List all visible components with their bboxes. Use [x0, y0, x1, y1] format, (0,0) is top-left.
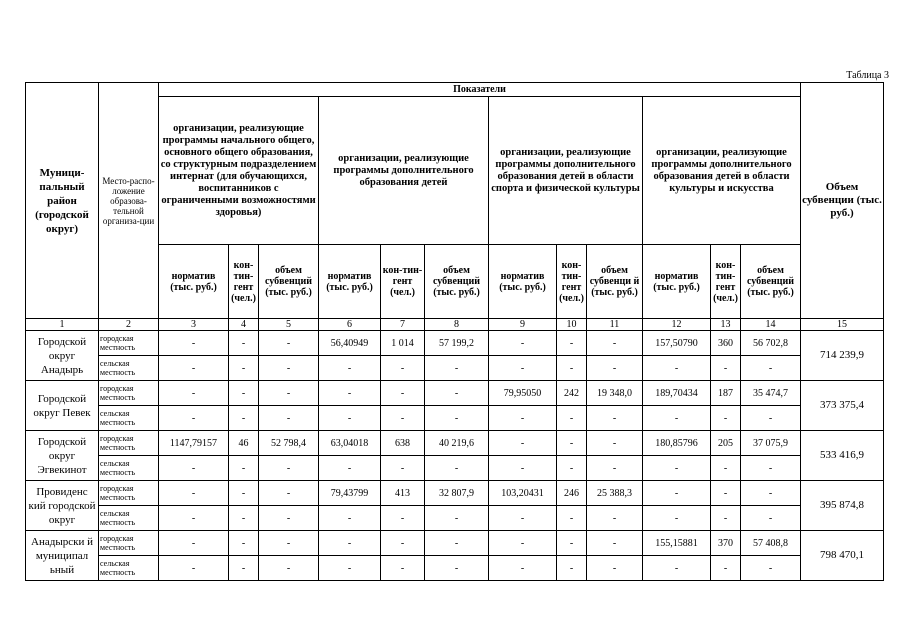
value-cell: 246 [557, 481, 587, 506]
value-cell: - [711, 356, 741, 381]
value-cell: - [319, 381, 381, 406]
value-cell: - [229, 406, 259, 431]
column-numbers-row [26, 319, 884, 331]
table-row [26, 431, 884, 456]
value-cell: - [381, 406, 425, 431]
value-cell: - [425, 406, 489, 431]
location-type: городская местность [99, 331, 159, 356]
column-number: 2 [99, 319, 159, 331]
value-cell: - [489, 331, 557, 356]
value-cell: - [557, 506, 587, 531]
value-cell: - [259, 481, 319, 506]
value-cell: - [229, 531, 259, 556]
value-cell: - [741, 506, 801, 531]
value-cell: - [489, 406, 557, 431]
value-cell: - [381, 556, 425, 581]
value-cell: - [319, 556, 381, 581]
value-cell: 46 [229, 431, 259, 456]
value-cell: - [159, 506, 229, 531]
value-cell: 360 [711, 331, 741, 356]
value-cell: 242 [557, 381, 587, 406]
value-cell: - [425, 506, 489, 531]
value-cell: - [259, 531, 319, 556]
value-cell: - [319, 531, 381, 556]
subheader-norm: норматив (тыс. руб.) [159, 245, 229, 319]
value-cell: - [259, 356, 319, 381]
column-number: 3 [159, 319, 229, 331]
header-group-culture: организации, реализующие программы дополнительного образования детей в области культуры и искусства [643, 97, 801, 245]
value-cell: - [643, 481, 711, 506]
value-cell: 205 [711, 431, 741, 456]
header-group-sport: организации, реализующие программы дополнительного образования детей в области спорта и физической культуры [489, 97, 643, 245]
value-cell: 155,15881 [643, 531, 711, 556]
value-cell: - [587, 331, 643, 356]
value-cell: - [319, 406, 381, 431]
value-cell: 19 348,0 [587, 381, 643, 406]
subvention-total: 798 470,1 [801, 531, 884, 581]
table-caption: Таблица 3 [846, 70, 889, 81]
value-cell: 180,85796 [643, 431, 711, 456]
location-type: городская местность [99, 381, 159, 406]
value-cell: - [159, 556, 229, 581]
value-cell: - [229, 381, 259, 406]
value-cell: - [229, 356, 259, 381]
subheader-norm: норматив (тыс. руб.) [489, 245, 557, 319]
column-number: 15 [801, 319, 884, 331]
value-cell: - [229, 506, 259, 531]
value-cell: - [587, 406, 643, 431]
value-cell: - [229, 331, 259, 356]
value-cell: 52 798,4 [259, 431, 319, 456]
table-row [26, 556, 884, 581]
subheader-volume: объем субвенций (тыс. руб.) [741, 245, 801, 319]
value-cell: - [741, 356, 801, 381]
value-cell: - [425, 556, 489, 581]
value-cell: - [557, 356, 587, 381]
value-cell: - [741, 481, 801, 506]
value-cell: 63,04018 [319, 431, 381, 456]
value-cell: 40 219,6 [425, 431, 489, 456]
value-cell: - [489, 556, 557, 581]
value-cell: - [587, 506, 643, 531]
header-indicators: Показатели [159, 83, 801, 97]
value-cell: - [587, 356, 643, 381]
location-type: сельская местность [99, 356, 159, 381]
value-cell: 157,50790 [643, 331, 711, 356]
location-type: сельская местность [99, 406, 159, 431]
value-cell: - [425, 531, 489, 556]
header-municipality: Муници-пальный район (городской округ) [26, 83, 99, 319]
value-cell: - [711, 456, 741, 481]
table-row [26, 356, 884, 381]
location-type: городская местность [99, 481, 159, 506]
subvention-total: 714 239,9 [801, 331, 884, 381]
value-cell: - [381, 456, 425, 481]
value-cell: - [557, 531, 587, 556]
value-cell: - [643, 356, 711, 381]
value-cell: - [489, 356, 557, 381]
table-row [26, 456, 884, 481]
value-cell: - [741, 556, 801, 581]
column-number: 4 [229, 319, 259, 331]
value-cell: - [159, 356, 229, 381]
value-cell: 57 199,2 [425, 331, 489, 356]
subheader-volume: объем субвенци й (тыс. руб.) [587, 245, 643, 319]
value-cell: 189,70434 [643, 381, 711, 406]
location-type: сельская местность [99, 556, 159, 581]
value-cell: - [587, 556, 643, 581]
value-cell: 638 [381, 431, 425, 456]
value-cell: - [159, 331, 229, 356]
location-type: городская местность [99, 431, 159, 456]
value-cell: 1147,79157 [159, 431, 229, 456]
column-number: 8 [425, 319, 489, 331]
value-cell: - [643, 406, 711, 431]
value-cell: - [425, 356, 489, 381]
subheader-norm: норматив (тыс. руб.) [319, 245, 381, 319]
value-cell: - [159, 406, 229, 431]
value-cell: - [259, 456, 319, 481]
column-number: 12 [643, 319, 711, 331]
subvention-total: 373 375,4 [801, 381, 884, 431]
value-cell: - [587, 456, 643, 481]
table-row [26, 506, 884, 531]
value-cell: - [643, 506, 711, 531]
value-cell: - [489, 506, 557, 531]
value-cell: - [229, 481, 259, 506]
value-cell: 370 [711, 531, 741, 556]
value-cell: - [643, 456, 711, 481]
value-cell: 1 014 [381, 331, 425, 356]
value-cell: - [425, 381, 489, 406]
value-cell: - [643, 556, 711, 581]
column-number: 11 [587, 319, 643, 331]
district-name: Городской округ Анадырь [26, 331, 99, 381]
subheader-volume: объем субвенций (тыс. руб.) [425, 245, 489, 319]
value-cell: 103,20431 [489, 481, 557, 506]
table-row [26, 406, 884, 431]
subheader-volume: объем субвенций (тыс. руб.) [259, 245, 319, 319]
value-cell: - [381, 381, 425, 406]
value-cell: - [229, 556, 259, 581]
value-cell: - [259, 506, 319, 531]
value-cell: 413 [381, 481, 425, 506]
column-number: 1 [26, 319, 99, 331]
table-row [26, 381, 884, 406]
value-cell: 25 388,3 [587, 481, 643, 506]
value-cell: - [557, 556, 587, 581]
value-cell: - [711, 556, 741, 581]
header-group-general: организации, реализующие программы начального общего, основного общего образования, со структурным подразделением интернат (для обучающихся, воспитанников с ограниченными возможностями здоровья) [159, 97, 319, 245]
value-cell: - [489, 456, 557, 481]
subheader-contingent: кон-тин-гент (чел.) [557, 245, 587, 319]
value-cell: 32 807,9 [425, 481, 489, 506]
location-type: сельская местность [99, 506, 159, 531]
value-cell: - [159, 381, 229, 406]
value-cell: - [229, 456, 259, 481]
table-row [26, 481, 884, 506]
value-cell: - [259, 406, 319, 431]
value-cell: - [711, 506, 741, 531]
value-cell: - [741, 406, 801, 431]
value-cell: - [711, 481, 741, 506]
value-cell: - [489, 431, 557, 456]
value-cell: 57 408,8 [741, 531, 801, 556]
value-cell: - [557, 331, 587, 356]
district-name: Анадырски й муниципал ьный [26, 531, 99, 581]
value-cell: - [159, 481, 229, 506]
value-cell: - [159, 456, 229, 481]
value-cell: - [489, 531, 557, 556]
location-type: сельская местность [99, 456, 159, 481]
header-location: Место-распо-ложение образова-тельной организа-ции [99, 83, 159, 319]
column-number: 6 [319, 319, 381, 331]
district-name: Провиденс кий городской округ [26, 481, 99, 531]
value-cell: - [319, 356, 381, 381]
value-cell: - [557, 456, 587, 481]
subvention-total: 533 416,9 [801, 431, 884, 481]
table-row [26, 331, 884, 356]
value-cell: 37 075,9 [741, 431, 801, 456]
value-cell: 56,40949 [319, 331, 381, 356]
table-row [26, 531, 884, 556]
value-cell: - [381, 531, 425, 556]
value-cell: - [557, 406, 587, 431]
value-cell: - [159, 531, 229, 556]
header-group-additional: организации, реализующие программы дополнительного образования детей [319, 97, 489, 245]
subvention-total: 395 874,8 [801, 481, 884, 531]
district-name: Городской округ Эгвекинот [26, 431, 99, 481]
column-number: 5 [259, 319, 319, 331]
value-cell: 35 474,7 [741, 381, 801, 406]
subvention-table [25, 82, 884, 581]
location-type: городская местность [99, 531, 159, 556]
column-number: 7 [381, 319, 425, 331]
value-cell: - [259, 556, 319, 581]
subheader-contingent: кон-тин-гент (чел.) [711, 245, 741, 319]
column-number: 10 [557, 319, 587, 331]
value-cell: 56 702,8 [741, 331, 801, 356]
value-cell: 79,95050 [489, 381, 557, 406]
subheader-contingent: кон-тин-гент (чел.) [381, 245, 425, 319]
value-cell: - [319, 456, 381, 481]
value-cell: - [381, 356, 425, 381]
value-cell: - [587, 431, 643, 456]
value-cell: - [381, 506, 425, 531]
value-cell: - [425, 456, 489, 481]
value-cell: - [259, 331, 319, 356]
subheader-norm: норматив (тыс. руб.) [643, 245, 711, 319]
value-cell: - [557, 431, 587, 456]
value-cell: - [259, 381, 319, 406]
column-number: 9 [489, 319, 557, 331]
value-cell: 79,43799 [319, 481, 381, 506]
column-number: 14 [741, 319, 801, 331]
value-cell: - [741, 456, 801, 481]
header-total: Объем субвенции (тыс. руб.) [801, 83, 884, 319]
subheader-contingent: кон-тин-гент (чел.) [229, 245, 259, 319]
district-name: Городской округ Певек [26, 381, 99, 431]
value-cell: - [319, 506, 381, 531]
value-cell: - [587, 531, 643, 556]
column-number: 13 [711, 319, 741, 331]
value-cell: - [711, 406, 741, 431]
value-cell: 187 [711, 381, 741, 406]
table-body [26, 331, 884, 581]
